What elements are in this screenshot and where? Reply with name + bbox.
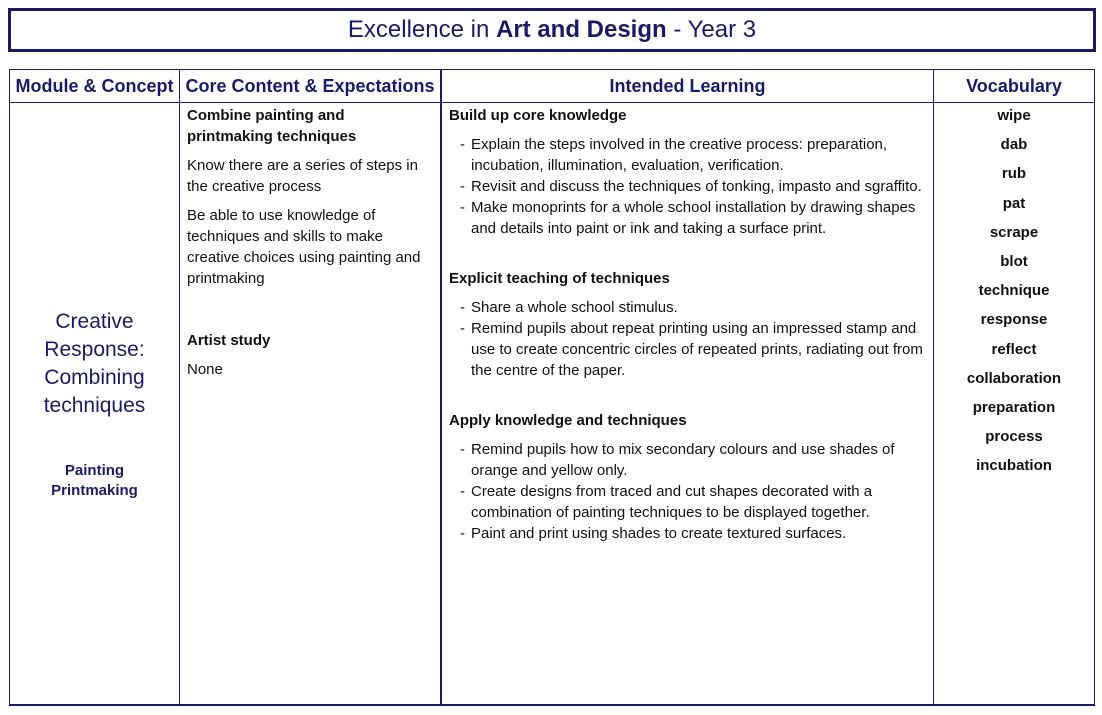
section-list — [449, 297, 926, 381]
section-list — [449, 439, 926, 544]
list-item: - Explain the steps involved in the creative process: preparation, incubation, illumination, evaluation, verification. — [471, 134, 926, 176]
module-title-line: Combining — [44, 366, 145, 389]
vocab-word: wipe — [997, 107, 1031, 124]
list-item: - Create designs from traced and cut shapes decorated with a combination of painting techniques to be displayed together. — [471, 481, 926, 523]
list-item: - Paint and print using shades to create textured surfaces. — [471, 523, 926, 544]
vocab-word: reflect — [991, 340, 1037, 358]
section-title: Explicit teaching of techniques — [449, 270, 670, 287]
list-item: - Revisit and discuss the techniques of tonking, impasto and sgraffito. — [471, 176, 926, 197]
module-subject: Printmaking — [51, 482, 138, 499]
core-content-paragraph: Know there are a series of steps in the creative process — [187, 157, 418, 195]
artist-study-value: None — [187, 361, 223, 378]
section-list — [449, 134, 926, 239]
title-prefix: Excellence in — [347, 16, 496, 43]
vocab-word: scrape — [989, 223, 1039, 241]
header-core-content: Core Content & Expectations — [180, 70, 440, 103]
vocab-word: response — [980, 311, 1048, 329]
module-title-line: techniques — [43, 394, 146, 417]
header-module-concept: Module & Concept — [10, 70, 179, 103]
vocab-word: technique — [978, 282, 1050, 300]
vocab-word: collaboration — [966, 369, 1062, 387]
vocab-word: incubation — [976, 457, 1052, 475]
list-item: - Remind pupils how to mix secondary colours and use shades of orange and yellow only. — [471, 439, 926, 481]
core-content-cell — [180, 103, 440, 382]
vocabulary-list — [934, 103, 1094, 484]
vocab-word: process — [985, 428, 1043, 446]
module-title — [10, 308, 179, 420]
core-content-paragraph: Be able to use knowledge of techniques and skills to make creative choices using painting and printmaking — [187, 207, 421, 287]
module-title-line: Creative — [55, 310, 134, 333]
header-intended-learning: Intended Learning — [442, 70, 933, 103]
module-title-line: Response: — [44, 338, 145, 361]
module-subjects — [10, 461, 179, 501]
list-item: - Make monoprints for a whole school installation by drawing shapes and details into paint or ink and taking a surface print. — [471, 197, 926, 239]
title-subject: Art and Design — [495, 16, 667, 43]
header-vocabulary: Vocabulary — [934, 70, 1094, 103]
column-core-content — [180, 70, 442, 704]
vocab-word: dab — [1000, 136, 1028, 154]
vocab-word: pat — [1002, 194, 1026, 212]
vocab-word: preparation — [972, 398, 1056, 416]
vocab-word: blot — [1000, 252, 1028, 270]
intended-learning-cell — [442, 103, 933, 546]
page-title — [8, 8, 1096, 52]
vocab-word: rub — [1001, 165, 1027, 183]
column-module — [10, 70, 180, 704]
curriculum-table — [9, 69, 1095, 706]
core-content-heading: Combine painting and printmaking techniques — [187, 107, 357, 145]
section-title: Build up core knowledge — [449, 107, 627, 124]
artist-study-label: Artist study — [187, 332, 271, 349]
module-subject: Painting — [64, 462, 125, 479]
title-suffix: - Year 3 — [666, 16, 757, 43]
column-intended-learning — [442, 70, 934, 704]
column-vocabulary — [934, 70, 1094, 704]
list-item: - Remind pupils about repeat printing using an impressed stamp and use to create concentric circles of repeated prints, radiating out from the centre of the paper. — [471, 318, 926, 381]
list-item: - Share a whole school stimulus. — [471, 297, 926, 318]
section-title: Apply knowledge and techniques — [449, 412, 687, 429]
module-cell — [10, 103, 179, 704]
